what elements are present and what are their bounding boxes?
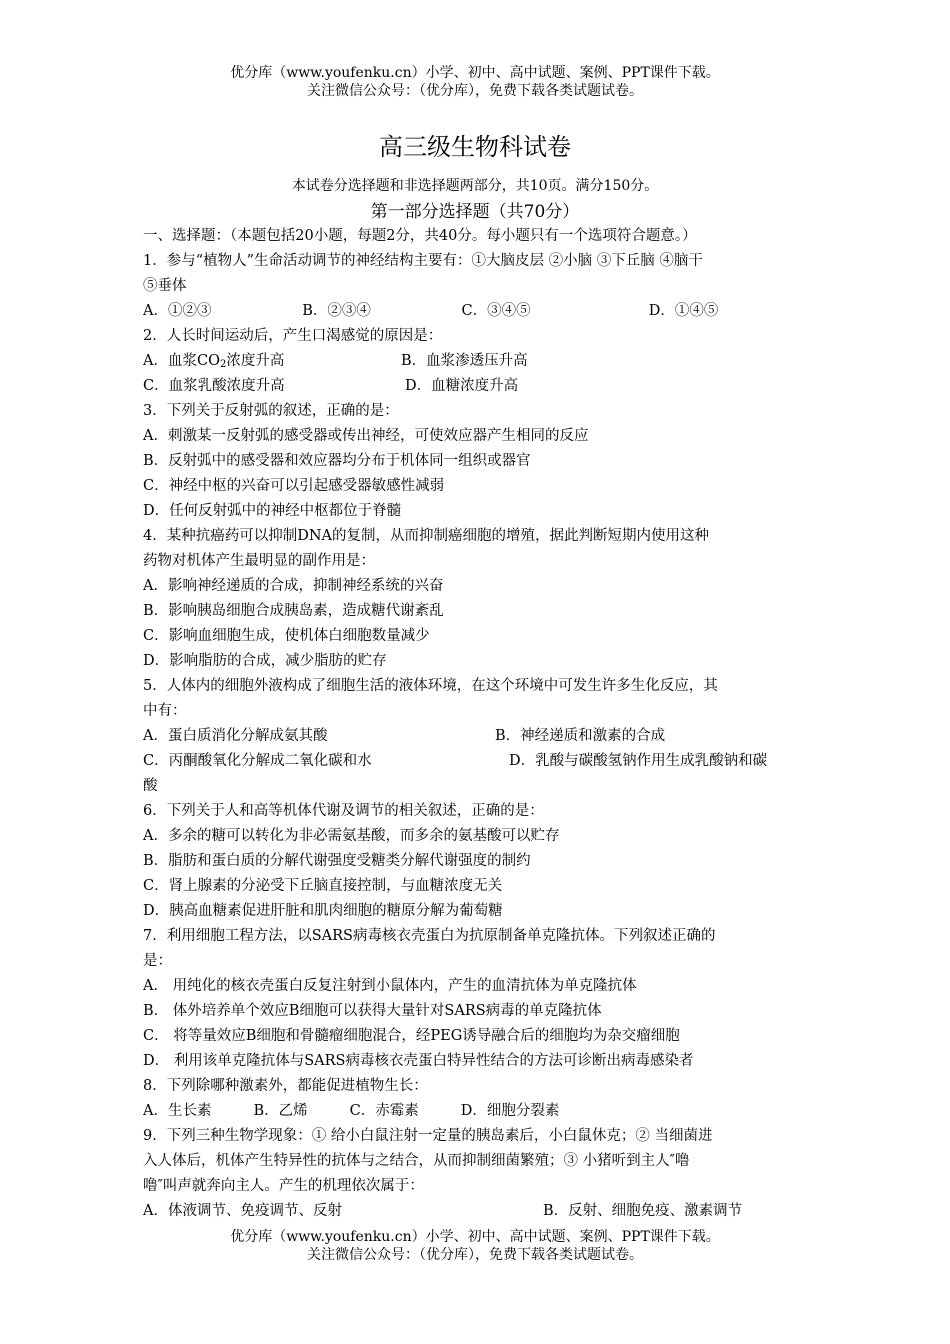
q2-option-c: C．血浆乳酸浓度升高 bbox=[143, 378, 285, 394]
exam-intro: 本试卷分选择题和非选择题两部分，共10页。满分150分。 bbox=[291, 178, 659, 194]
q3-option-c: C．神经中枢的兴奋可以引起感受器敏感性减弱 bbox=[143, 478, 445, 494]
q4-option-b: B．影响胰岛细胞合成胰岛素，造成糖代谢紊乱 bbox=[143, 603, 444, 619]
q9-options-row1 bbox=[143, 1199, 808, 1224]
q2-option-a: A．血浆$CO_2$浓度升高 bbox=[143, 353, 285, 370]
q5-options-row2 bbox=[143, 749, 808, 774]
q3-option-b: B．反射弧中的感受器和效应器均分布于机体同一组织或器官 bbox=[143, 453, 531, 469]
header-line-2: 关注微信公众号：（优分库），免费下载各类试题试卷。 bbox=[307, 83, 643, 99]
q3-stem: 3．下列关于反射弧的叙述，正确的是： bbox=[143, 403, 399, 419]
question-list bbox=[143, 224, 808, 1224]
q9-option-b: B．反射、细胞免疫、激素调节 bbox=[543, 1203, 743, 1219]
q5-option-c: C．丙酮酸氧化分解成二氧化碳和水 bbox=[143, 753, 372, 769]
q7-stem: 7．利用细胞工程方法，以SARS病毒核衣壳蛋白为抗原制备单克隆抗体。下列叙述正确的 bbox=[143, 928, 716, 944]
q5-option-b: B．神经递质和激素的合成 bbox=[495, 728, 666, 744]
q8-stem: 8．下列除哪种激素外，都能促进植物生长： bbox=[143, 1078, 428, 1094]
q4-option-d: D．影响脂肪的合成，减少脂肪的贮存 bbox=[143, 653, 387, 669]
q5-stem: 5．人体内的细胞外液构成了细胞生活的液体环境，在这个环境中可发生许多生化反应，其 bbox=[143, 678, 718, 694]
q1-option-b: B．②③④ bbox=[302, 303, 371, 319]
q4-stem: 4．某种抗癌药可以抑制DNA的复制，从而抑制癌细胞的增殖，据此判断短期内使用这种 bbox=[143, 528, 710, 544]
q8-option-a: A．生长素 bbox=[143, 1103, 212, 1119]
q5-option-d-cont: 酸 bbox=[143, 778, 158, 794]
footer-line-2: 关注微信公众号：（优分库），免费下载各类试题试卷。 bbox=[307, 1247, 643, 1263]
q4-stem-cont: 药物对机体产生最明显的副作用是： bbox=[143, 553, 375, 569]
q8-option-d: D．细胞分裂素 bbox=[460, 1103, 560, 1119]
q8-option-b: B．乙烯 bbox=[253, 1103, 308, 1119]
page-header bbox=[0, 64, 950, 100]
q7-stem-cont: 是： bbox=[143, 953, 172, 969]
section-heading: 一、选择题：（本题包括20小题，每题2分，共40分。每小题只有一个选项符合题意。） bbox=[143, 228, 697, 244]
q5-option-a: A．蛋白质消化分解成氨其酸 bbox=[143, 728, 328, 744]
q5-option-d: D．乳酸与碳酸氢钠作用生成乳酸钠和碳 bbox=[509, 753, 768, 769]
q1-option-c: C．③④⑤ bbox=[461, 303, 531, 319]
q4-option-a: A．影响神经递质的合成，抑制神经系统的兴奋 bbox=[143, 578, 444, 594]
q6-option-c: C．肾上腺素的分泌受下丘脑直接控制，与血糖浓度无关 bbox=[143, 878, 503, 894]
page-footer bbox=[0, 1228, 950, 1264]
q6-stem: 6．下列关于人和高等机体代谢及调节的相关叙述，正确的是： bbox=[143, 803, 544, 819]
q1-option-d: D．①④⑤ bbox=[648, 303, 719, 319]
q7-option-d: D． 利用该单克隆抗体与SARS病毒核衣壳蛋白特异性结合的方法可诊断出病毒感染者 bbox=[143, 1053, 694, 1069]
q2-options-row2 bbox=[143, 374, 808, 399]
part-title: 第一部分选择题（共70分） bbox=[370, 202, 580, 222]
q3-option-a: A．刺激某一反射弧的感受器或传出神经，可使效应器产生相同的反应 bbox=[143, 428, 589, 444]
q8-options bbox=[143, 1099, 808, 1124]
exam-title: 高三级生物科试卷 bbox=[379, 133, 571, 161]
q7-option-a: A． 用纯化的核衣壳蛋白反复注射到小鼠体内，产生的血清抗体为单克隆抗体 bbox=[143, 978, 637, 994]
q1-options bbox=[143, 299, 808, 324]
q5-stem-cont: 中有： bbox=[143, 703, 187, 719]
q7-option-b: B． 体外培养单个效应B细胞可以获得大量针对SARS病毒的单克隆抗体 bbox=[143, 1003, 602, 1019]
header-line-1: 优分库（www.youfenku.cn）小学、初中、高中试题、案例、PPT课件下载。 bbox=[230, 65, 720, 81]
q2-stem: 2．人长时间运动后，产生口渴感觉的原因是： bbox=[143, 328, 443, 344]
q9-stem: 9．下列三种生物学现象：① 给小白鼠注射一定量的胰岛素后，小白鼠休克；② 当细菌进 bbox=[143, 1128, 713, 1144]
q8-option-c: C．赤霉素 bbox=[349, 1103, 419, 1119]
q2-option-b: B．血浆渗透压升高 bbox=[401, 353, 528, 369]
q5-options-row1 bbox=[143, 724, 808, 749]
footer-line-1: 优分库（www.youfenku.cn）小学、初中、高中试题、案例、PPT课件下载。 bbox=[230, 1229, 720, 1245]
q3-option-d: D．任何反射弧中的神经中枢都位于脊髓 bbox=[143, 503, 402, 519]
q6-option-b: B．脂肪和蛋白质的分解代谢强度受糖类分解代谢强度的制约 bbox=[143, 853, 531, 869]
q6-option-a: A．多余的糖可以转化为非必需氨基酸，而多余的氨基酸可以贮存 bbox=[143, 828, 560, 844]
q2-options-row1 bbox=[143, 349, 808, 374]
q1-stem-cont: ⑤垂体 bbox=[143, 278, 187, 294]
q9-option-a: A．体液调节、免疫调节、反射 bbox=[143, 1203, 342, 1219]
q9-stem-cont-1: 入人体后，机体产生特异性的抗体与之结合，从而抑制细菌繁殖；③ 小猪听到主人″噜 bbox=[143, 1153, 690, 1169]
q2-option-d: D．血糖浓度升高 bbox=[405, 378, 519, 394]
q4-option-c: C．影响血细胞生成，使机体白细胞数量减少 bbox=[143, 628, 430, 644]
q6-option-d: D．胰高血糖素促进肝脏和肌肉细胞的糖原分解为葡萄糖 bbox=[143, 903, 503, 919]
q7-option-c: C． 将等量效应B细胞和骨髓瘤细胞混合，经PEG诱导融合后的细胞均为杂交瘤细胞 bbox=[143, 1028, 680, 1044]
q1-stem: 1．参与“植物人”生命活动调节的神经结构主要有：①大脑皮层 ②小脑 ③下丘脑 ④脑干 bbox=[143, 253, 703, 269]
q9-stem-cont-2: 噜″叫声就奔向主人。产生的机理依次属于： bbox=[143, 1178, 424, 1194]
q1-option-a: A．①②③ bbox=[143, 303, 212, 319]
